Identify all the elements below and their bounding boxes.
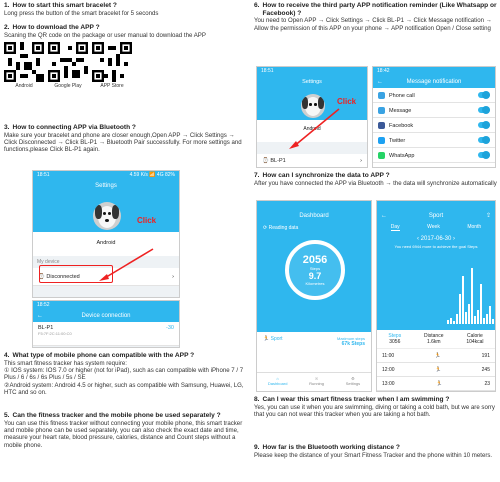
status-time: 18:51 (261, 68, 274, 74)
section-number: 3. (4, 124, 10, 131)
step-bar (489, 306, 491, 324)
notification-label: Facebook (389, 122, 414, 129)
back-arrow-icon[interactable]: ← (377, 79, 383, 85)
sport-label: Sport (270, 336, 283, 342)
section-body: After you have connected the APP via Bluetooth → the data will synchronize automatically (254, 179, 497, 187)
section-title: How far is the Bluetooth working distance ? (262, 444, 400, 451)
settings-screen (32, 170, 180, 298)
running-icon: 🏃 (263, 336, 270, 342)
titlebar (257, 210, 371, 222)
message-notification-screen (372, 66, 496, 168)
screen-title: Settings (302, 79, 322, 85)
section-title: Can the fitness tracker and the mobile phone be used separately ? (12, 412, 221, 419)
notification-list (373, 88, 495, 163)
running-icon: 🏃 (434, 352, 442, 359)
device-mac: F5:7F:2C:11:00:C0 (38, 331, 72, 336)
section-3 (4, 124, 248, 154)
running-icon: ☉ (314, 376, 319, 381)
max-steps-value: 67k Steps (341, 341, 365, 347)
section-number: 7. (254, 172, 260, 179)
notification-label: Twitter (389, 137, 406, 144)
device-os-label: Android (303, 126, 321, 132)
click-annotation: Click (137, 216, 157, 225)
device-row[interactable] (33, 322, 179, 346)
sport-card[interactable] (257, 332, 371, 372)
step-bar (474, 316, 476, 324)
dashboard-screen (256, 200, 372, 392)
section-body: Yes, you can use it when you are swimming, diving or taking a cold bath, but we are sorry that you can not wear this tracker when you are taking a hot bath. (254, 403, 495, 418)
section-2 (4, 24, 248, 89)
status-indicators: 4.59 K/s 📶 4G 82% (129, 172, 175, 178)
bottom-nav (257, 372, 371, 392)
section-body: Long press the button of the smart bracelet for 5 seconds (4, 9, 159, 17)
step-bar (447, 320, 449, 324)
back-arrow-icon[interactable]: ← (381, 213, 387, 219)
section-body: You can use this fitness tracker without connecting your mobile phone, this smart tracker and mobile phone can be used separately, you can also check the exact date and time, measure your heart rate, blood pressure, calories, distance and Count steps without a mobile phone. (4, 419, 243, 449)
section-title: How can I synchronize the data to APP ? (262, 172, 390, 179)
step-bar (450, 318, 452, 324)
section-title: How to start this smart bracelet ? (12, 2, 117, 9)
step-bar (486, 314, 488, 324)
section-body: You need to Open APP → Click Settings → Click BL-P1 → Click Message notification → Allow the permission of this APP on your phone → APP notification Open / Close setting (254, 17, 492, 32)
app-icon (378, 152, 385, 159)
step-bar (480, 284, 482, 324)
hour-steps: 23 (484, 380, 490, 387)
toggle-switch[interactable] (478, 122, 490, 128)
period-tabs (377, 222, 495, 231)
summary-label: Steps (388, 333, 402, 339)
step-bar (456, 314, 458, 324)
click-annotation: Click (337, 97, 357, 106)
step-bar (471, 268, 473, 324)
section-title: What type of mobile phone can compatible with the APP ? (12, 352, 195, 359)
red-arrow-icon (287, 107, 343, 151)
summary-value: 104kcal (466, 339, 484, 345)
refresh-icon: ⟳ (263, 225, 268, 231)
tab-day[interactable]: Day (390, 224, 400, 230)
hour-label: 13:00 (382, 380, 395, 387)
dashboard-hero (257, 222, 371, 332)
reading-label: Reading data (268, 225, 299, 231)
app-icon (378, 92, 385, 99)
section-title: How to download the APP ? (12, 24, 100, 31)
disconnected-label: Disconnected (46, 273, 80, 280)
notification-row (373, 103, 495, 118)
section-number: 5. (4, 412, 10, 419)
toggle-switch[interactable] (478, 107, 490, 113)
section-number: 2. (4, 24, 10, 31)
settings-header (33, 180, 179, 232)
step-bar (453, 321, 455, 324)
running-icon: 🏃 (434, 366, 442, 373)
step-bar (495, 321, 496, 324)
qr-android[interactable] (4, 42, 44, 89)
section-1 (4, 2, 248, 17)
steps-label: Steps (309, 266, 321, 271)
step-bar (492, 319, 494, 324)
status-time: 18:51 (37, 172, 50, 178)
summary-label: Calorie (467, 333, 483, 339)
qr-code-icon (92, 42, 132, 82)
section-number: 4. (4, 352, 10, 359)
steps-ring (285, 240, 345, 300)
goal-note: You need 6944 more to achieve the goal Steps (394, 244, 478, 249)
notification-label: WhatsApp (389, 152, 415, 159)
avatar[interactable] (93, 202, 121, 230)
my-device-label: My device (37, 259, 60, 265)
titlebar (33, 310, 179, 322)
device-connection-screen (32, 300, 180, 348)
sport-screen (376, 200, 496, 392)
section-title: How to receive the third party APP notification reminder (Like Whatsapp or Facebook) ? (262, 2, 497, 17)
screen-title: Message notification (406, 79, 462, 85)
step-bar (459, 294, 461, 324)
nav-dashboard[interactable]: ⌂ Dashboard (267, 376, 288, 386)
gear-icon: ⚙ (351, 376, 355, 381)
summary-value: 3056 (389, 339, 401, 345)
section-body: Make sure your bracelet and phone are closer enough,Open APP → Click Settings → Click Disconnected → Click BL-P1 → Bluetooth Pair successfully. For more settings and functions,please Click BL-P1 again. (4, 131, 242, 154)
status-time: 18:52 (37, 302, 50, 308)
notification-row (373, 148, 495, 163)
toggle-switch[interactable] (478, 92, 490, 98)
toggle-switch[interactable] (478, 152, 490, 158)
sport-hero (377, 222, 495, 330)
notification-row (373, 118, 495, 133)
qr-label: Android (15, 83, 33, 89)
android-requirement: ②Android system: Android 4.5 or higher, such as compatible with Samsung, Huawei, LG, HTC and so on. (4, 381, 244, 397)
section-number: 9. (254, 444, 260, 451)
hourly-row (377, 377, 495, 391)
hourly-list (377, 349, 495, 391)
ios-requirement: ① IOS system: IOS 7.0 or higher (not for iPad), such as can compatible with iPhone 7 / 7 Plus / 6 / 6s / 6s Plus / 5s / SE (4, 367, 244, 382)
device-name: BL-P1 (270, 157, 286, 164)
titlebar (373, 76, 495, 88)
app-icon (378, 107, 385, 114)
back-arrow-icon[interactable]: ← (37, 313, 43, 319)
screen-title: Device connection (81, 313, 131, 319)
notification-label: Message (389, 107, 412, 114)
nav-settings[interactable]: ⚙ Settings (345, 376, 361, 386)
left-column (4, 0, 248, 482)
device-name: BL-P1 (38, 325, 54, 331)
step-bars (387, 264, 496, 324)
tab-month[interactable]: Month (467, 224, 482, 230)
summary-label: Distance (424, 333, 444, 339)
device-row[interactable] (257, 154, 367, 168)
next-icon[interactable]: › (451, 236, 456, 242)
hour-label: 11:00 (382, 352, 395, 359)
watch-icon: ⌚ (262, 157, 269, 164)
right-column (254, 0, 498, 482)
share-icon[interactable]: ⇪ (485, 213, 491, 219)
qr-app-store[interactable] (92, 42, 132, 89)
notification-label: Phone call (389, 92, 415, 99)
toggle-switch[interactable] (478, 137, 490, 143)
qr-label: Google Play (54, 83, 82, 89)
prev-icon[interactable]: ‹ (416, 236, 421, 242)
screen-title: Sport (428, 213, 444, 219)
step-bar (462, 276, 464, 324)
watch-icon: ⌚ (38, 273, 45, 280)
step-bar (468, 304, 470, 324)
hour-steps: 245 (481, 366, 490, 373)
section-7 (254, 172, 498, 187)
home-icon: ⌂ (276, 376, 279, 381)
step-bar (477, 310, 479, 324)
tab-week[interactable]: Week (427, 224, 440, 230)
section-number: 1. (4, 2, 10, 9)
chevron-right-icon: › (360, 157, 362, 164)
summary-value: 1.6km (426, 339, 441, 345)
section-6 (254, 2, 498, 32)
settings-screen-small (256, 66, 368, 168)
sport-date: 2017-06-30 (420, 236, 452, 242)
section-8 (254, 396, 498, 418)
qr-code-icon (48, 42, 88, 82)
notification-row (373, 133, 495, 148)
step-bar (465, 312, 467, 324)
qr-code-icon (4, 42, 44, 82)
section-number: 6. (254, 2, 260, 9)
hourly-row (377, 363, 495, 377)
section-body: Scaning the QR code on the package or user manual to download the APP (4, 31, 206, 39)
status-time: 18:42 (377, 68, 390, 74)
app-icon (378, 122, 385, 129)
chevron-right-icon: › (172, 273, 174, 280)
section-body: Please keep the distance of your Smart Fitness Tracker and the phone within 10 meters. (254, 451, 493, 459)
screen-title: Settings (95, 183, 117, 189)
highlight-box (39, 265, 113, 283)
section-5 (4, 412, 248, 449)
max-steps-label: Maximum steps (336, 336, 365, 341)
hour-label: 12:00 (382, 366, 395, 373)
device-os-label: Android (96, 240, 116, 246)
qr-label: APP Store (100, 83, 124, 89)
km-value: 9.7 (308, 271, 322, 281)
step-bar (483, 318, 485, 324)
section-body: This smart fitness tracker has system require: (4, 359, 127, 367)
device-rssi: -30 (166, 325, 174, 331)
nav-running[interactable]: ☉ Running (309, 376, 325, 386)
hour-steps: 191 (481, 352, 490, 359)
screen-title: Dashboard (299, 213, 329, 219)
section-title: Can I wear this smart fitness tracker when I am swimming ? (262, 396, 450, 403)
notification-row (373, 88, 495, 103)
section-9 (254, 444, 498, 459)
titlebar (377, 210, 495, 222)
hourly-row (377, 349, 495, 363)
qr-codes (4, 42, 248, 89)
section-title: How to connecting APP via Bluetooth ? (12, 124, 136, 131)
km-label: Kilometres (305, 281, 325, 286)
running-icon: 🏃 (436, 380, 443, 387)
section-number: 8. (254, 396, 260, 403)
section-4 (4, 352, 248, 397)
steps-value: 2056 (302, 254, 328, 266)
app-icon (378, 137, 385, 144)
summary (377, 330, 495, 349)
qr-google-play[interactable] (48, 42, 88, 89)
